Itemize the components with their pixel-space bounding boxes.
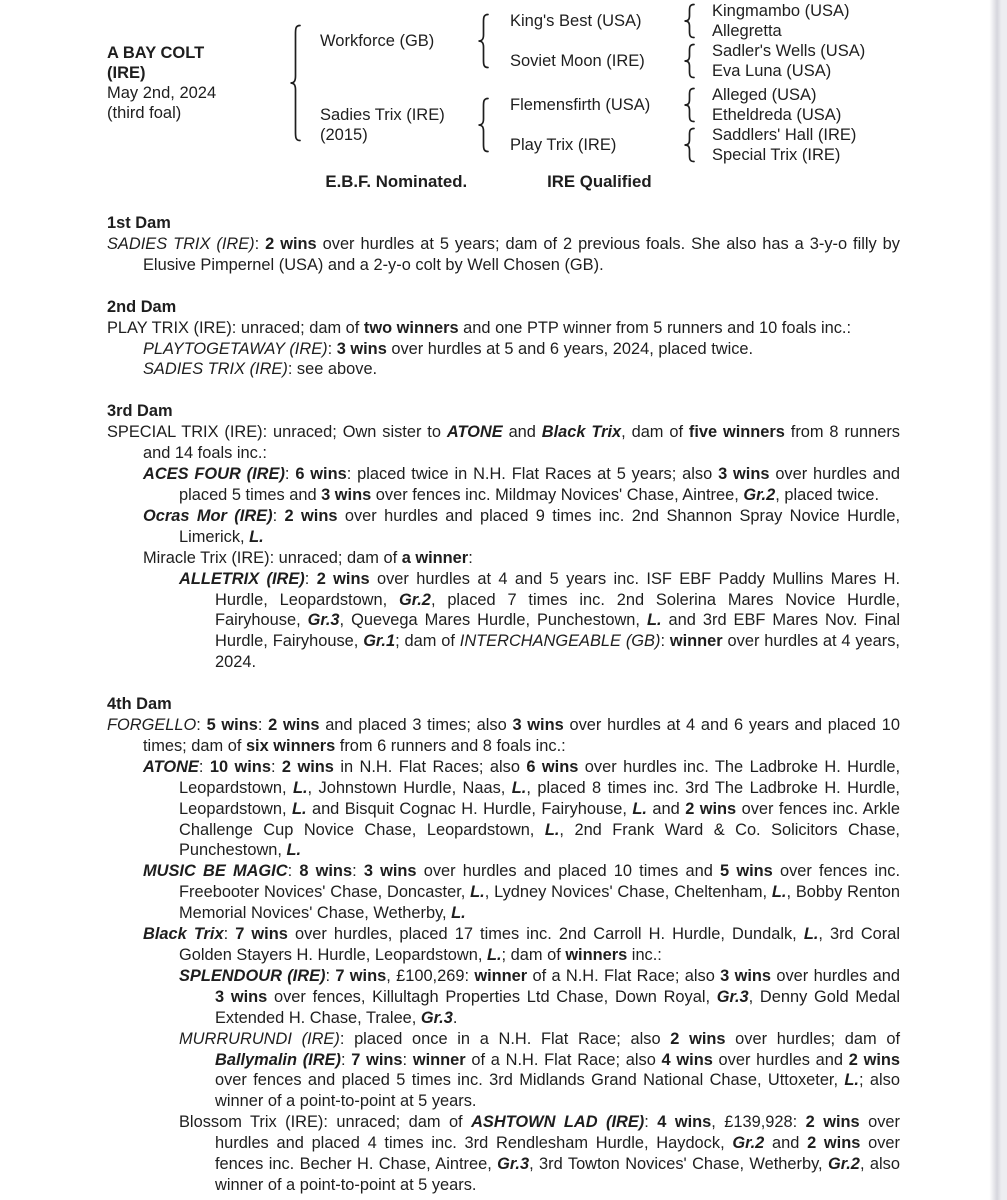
text-segment: over hurdles and xyxy=(771,966,900,985)
pedigree-paragraph xyxy=(107,422,900,464)
dam-branch xyxy=(306,85,865,165)
dam-section xyxy=(107,297,900,381)
dam-sire-branch xyxy=(494,85,856,125)
text-segment: ACES FOUR (IRE) xyxy=(143,465,285,484)
text-segment: Gr.3 xyxy=(716,987,749,1006)
text-segment: from 6 runners and 8 foals inc.: xyxy=(335,736,566,755)
text-segment: : xyxy=(352,862,364,881)
text-segment: ATONE xyxy=(143,757,199,776)
sire-sire-branch xyxy=(494,1,865,41)
great-granddam-name: Allegretta xyxy=(712,22,782,40)
text-segment: over fences and placed 5 times inc. 3rd Midlands Grand National Chase, Uttoxeter, xyxy=(215,1071,845,1090)
text-segment: over fences inc. Mildmay Novices' Chase, Aintree, xyxy=(371,485,744,504)
text-segment: : placed once in a N.H. Flat Race; also xyxy=(339,1029,671,1048)
text-segment: SADIES TRIX (IRE) xyxy=(107,234,255,253)
great-grandsire-name: Sadler's Wells (USA) xyxy=(712,42,866,60)
text-segment: MUSIC BE MAGIC xyxy=(143,862,288,881)
great-granddam-name: Etheldreda (USA) xyxy=(712,106,842,124)
text-segment: , £139,928: xyxy=(711,1113,806,1132)
text-segment: 3 wins xyxy=(321,485,372,504)
pedigree-paragraph xyxy=(107,339,900,360)
text-segment: , placed 7 times inc. 2nd Solerina Mares Novice Hurdle, Fairyhouse, xyxy=(215,590,900,630)
text-segment: 3 wins xyxy=(336,339,387,358)
text-segment: : xyxy=(644,1113,658,1132)
text-segment: of a N.H. Flat Race; also xyxy=(465,1050,662,1069)
pedigree-paragraph xyxy=(107,464,900,506)
text-segment: five winners xyxy=(688,423,785,442)
text-segment: L. xyxy=(844,1071,859,1090)
text-segment: two winners xyxy=(363,318,459,337)
text-segment: in N.H. Flat Races; also xyxy=(333,757,527,776)
text-segment: 2 wins xyxy=(807,1134,861,1153)
text-segment: : xyxy=(284,465,296,484)
ire-qualified-label: IRE Qualified xyxy=(547,172,652,191)
text-segment: , Quevega Mares Hurdle, Punchestown, xyxy=(339,611,647,630)
text-segment: L. xyxy=(292,778,308,797)
pedigree-brace-sire xyxy=(476,13,494,69)
text-segment: SPECIAL TRIX (IRE): unraced; Own sister to xyxy=(107,423,447,442)
pedigree-brace-small xyxy=(682,87,700,123)
text-segment: L. xyxy=(486,946,502,964)
text-segment: and xyxy=(502,423,542,442)
text-segment: Gr.2 xyxy=(732,1134,765,1153)
text-segment: 3 wins xyxy=(215,987,268,1006)
text-segment: 10 wins xyxy=(209,757,271,776)
pedigree-paragraph xyxy=(107,234,900,276)
text-segment: over hurdles at 4 years, 2024. xyxy=(215,632,900,672)
text-segment: 5 wins xyxy=(720,862,773,881)
pedigree-brace-dam xyxy=(476,97,494,153)
text-segment: 6 wins xyxy=(526,757,579,776)
pedigree-brace-small xyxy=(682,3,700,39)
text-segment: six winners xyxy=(245,736,336,755)
text-segment: 3 wins xyxy=(720,966,772,985)
text-segment: PLAY TRIX (IRE): unraced; dam of xyxy=(107,318,364,337)
pedigree-paragraph xyxy=(107,757,900,862)
subject-name-line2: (IRE) xyxy=(107,64,146,82)
pedigree-brace-small xyxy=(682,127,700,163)
text-segment: : xyxy=(196,716,207,735)
pedigree-paragraph xyxy=(107,924,900,966)
text-segment: 2 wins xyxy=(805,1113,860,1132)
text-segment: over hurdles, placed 17 times inc. 2nd Carroll H. Hurdle, Dundalk, xyxy=(287,925,804,944)
great-grandsire-name: Alleged (USA) xyxy=(712,86,817,104)
qualification-banner xyxy=(107,171,870,192)
sire-branch xyxy=(306,1,865,81)
subject-foal-note: (third foal) xyxy=(107,104,182,122)
text-segment: , 2nd Frank Ward & Co. Solicitors Chase, Punchestown, xyxy=(179,820,900,860)
text-segment: Blossom Trix (IRE): unraced; dam of xyxy=(179,1113,472,1132)
text-segment: Gr.2 xyxy=(399,590,431,609)
text-segment: Gr.2 xyxy=(743,485,776,504)
text-segment: : xyxy=(660,632,670,651)
text-segment: 2 wins xyxy=(316,569,370,588)
text-segment: winner xyxy=(474,966,528,985)
text-segment: : xyxy=(468,548,473,567)
text-segment: over hurdles at 5 and 6 years, 2024, placed twice. xyxy=(386,339,754,358)
text-segment: over hurdles and xyxy=(712,1050,849,1069)
section-heading: 1st Dam xyxy=(107,214,171,232)
text-segment: : xyxy=(325,966,336,985)
text-segment: over fences, Killultagh Properties Ltd Chase, Down Royal, xyxy=(267,987,717,1006)
text-segment: 2 wins xyxy=(265,234,317,253)
text-segment: , 3rd Towton Novices' Chase, Wetherby, xyxy=(529,1155,829,1174)
text-segment: 2 wins xyxy=(284,506,338,525)
text-segment: 7 wins xyxy=(351,1050,403,1069)
generation-1 xyxy=(306,0,865,166)
text-segment: over hurdles and placed 9 times inc. 2nd Shannon Spray Novice Hurdle, Limerick, xyxy=(179,506,901,546)
text-segment: and 3rd EBF Mares Nov. Final Hurdle, Fairyhouse, xyxy=(215,611,900,651)
text-segment: winner xyxy=(412,1050,466,1069)
text-segment: Gr.3 xyxy=(497,1155,530,1174)
subject-foal-date: May 2nd, 2024 xyxy=(107,84,217,102)
text-segment: ; dam of xyxy=(395,632,460,651)
pedigree-chart xyxy=(107,0,900,166)
text-segment: and one PTP winner from 5 runners and 10 foals inc.: xyxy=(458,318,852,337)
dam-dam-branch xyxy=(494,125,856,165)
text-segment: , £100,269: xyxy=(386,966,475,985)
text-segment: L. xyxy=(249,527,264,546)
text-segment: and placed 3 times; also xyxy=(319,716,513,735)
text-segment: : xyxy=(223,925,236,944)
text-segment: over fences inc. Becher H. Chase, Aintree, xyxy=(215,1134,900,1174)
text-segment: Ocras Mor (IRE) xyxy=(143,506,273,525)
section-heading: 4th Dam xyxy=(107,695,172,714)
text-segment: : xyxy=(340,1050,352,1069)
pedigree-paragraph xyxy=(107,861,900,924)
text-segment: L. xyxy=(511,778,527,797)
text-segment: ATONE xyxy=(446,423,503,442)
dam-dam-name: Play Trix (IRE) xyxy=(510,136,617,154)
text-segment: of a N.H. Flat Race; also xyxy=(527,966,721,985)
text-segment: , Lydney Novices' Chase, Cheltenham, xyxy=(484,883,772,902)
dam-section xyxy=(107,213,900,276)
text-segment: over hurdles and placed 4 times inc. 3rd Rendlesham Hurdle, Haydock, xyxy=(215,1113,900,1153)
dam-name xyxy=(306,105,476,145)
dam-sire-name: Flemensfirth (USA) xyxy=(510,96,651,114)
pedigree-paragraph xyxy=(107,715,900,757)
dam-section xyxy=(107,694,900,1196)
text-segment: : xyxy=(257,716,269,735)
text-segment: , Denny Gold Medal Extended H. Chase, Tralee, xyxy=(215,987,901,1027)
text-segment: over fences inc. Arkle Challenge Cup Novice Chase, Leopardstown, xyxy=(179,799,900,839)
subject-block xyxy=(107,0,288,166)
text-segment: : xyxy=(304,569,317,588)
section-heading: 2nd Dam xyxy=(107,297,177,316)
text-segment: over hurdles and placed 5 times and xyxy=(179,465,901,504)
text-segment: SADIES TRIX (IRE) xyxy=(143,360,288,379)
text-segment: , placed 8 times inc. 3rd The Ladbroke H. Hurdle, Leopardstown, xyxy=(179,778,900,818)
text-segment: L. xyxy=(646,611,662,630)
dam-year: (2015) xyxy=(320,126,368,144)
text-segment: : xyxy=(270,757,282,776)
text-segment: and Bisquit Cognac H. Hurdle, Fairyhouse, xyxy=(306,799,633,818)
pedigree-paragraph xyxy=(107,1029,900,1113)
text-segment: MURRURUNDI (IRE) xyxy=(179,1029,340,1048)
text-segment: Miracle Trix (IRE): unraced; dam of xyxy=(143,548,402,567)
text-segment: : xyxy=(272,506,285,525)
text-segment: L. xyxy=(286,841,302,860)
text-segment: winner xyxy=(669,632,723,651)
text-segment: 4 wins xyxy=(657,1113,712,1132)
text-segment: L. xyxy=(544,820,560,839)
text-segment: ; also winner of a point-to-point at 5 years. xyxy=(215,1071,900,1111)
text-segment: 2 wins xyxy=(268,716,320,735)
text-segment: 3 wins xyxy=(512,716,564,735)
section-heading: 3rd Dam xyxy=(107,402,173,421)
text-segment: L. xyxy=(470,883,485,902)
sire-dam-branch xyxy=(494,41,865,81)
text-segment: winners xyxy=(565,946,628,964)
text-segment: over hurdles; dam of xyxy=(725,1029,900,1048)
text-segment: L. xyxy=(632,799,647,818)
sire-name: Workforce (GB) xyxy=(320,32,435,50)
text-segment: 3 wins xyxy=(718,465,770,484)
text-segment: Ballymalin (IRE) xyxy=(215,1050,341,1069)
text-segment: Gr.3 xyxy=(307,611,340,630)
text-segment: Gr.2 xyxy=(828,1155,860,1174)
great-granddam-name: Eva Luna (USA) xyxy=(712,62,832,80)
pedigree-paragraph xyxy=(107,548,900,569)
text-segment: over hurdles at 5 years; dam of 2 previous foals. She also has a 3-y-o filly by Elusive Pimpernel (USA) and a 2-y-o colt by Well Chosen (GB). xyxy=(143,234,900,274)
dam-section xyxy=(107,401,900,673)
text-segment: 4 wins xyxy=(661,1050,713,1069)
text-segment: : xyxy=(402,1050,413,1069)
text-segment: , dam of xyxy=(621,423,689,442)
ebf-nominated-label: E.B.F. Nominated. xyxy=(325,172,468,191)
text-segment: L. xyxy=(771,883,787,902)
text-segment: Gr.3 xyxy=(420,1008,453,1027)
subject-name-line1: A BAY COLT xyxy=(107,44,205,62)
text-segment: L. xyxy=(803,925,819,944)
text-segment: 2 wins xyxy=(848,1050,901,1069)
great-grandsire-name: Saddlers' Hall (IRE) xyxy=(712,126,857,144)
text-segment: ; dam of xyxy=(501,946,566,964)
text-segment: 7 wins xyxy=(335,966,387,985)
dam-name-line: Sadies Trix (IRE) xyxy=(320,106,445,124)
text-segment: inc.: xyxy=(627,946,662,964)
text-segment: over hurdles at 4 and 6 years and placed 10 times; dam of xyxy=(143,716,901,755)
text-segment: over hurdles and placed 10 times and xyxy=(416,862,721,881)
great-grandsire-name: Kingmambo (USA) xyxy=(712,2,850,20)
text-segment: over hurdles inc. The Ladbroke H. Hurdle, Leopardstown, xyxy=(179,757,901,797)
text-segment: : placed twice in N.H. Flat Races at 5 years; also xyxy=(346,465,719,484)
text-segment: , Bobby Renton Memorial Novices' Chase, Wetherby, xyxy=(179,883,900,923)
text-segment: Gr.1 xyxy=(363,632,396,651)
text-segment: PLAYTOGETAWAY (IRE) xyxy=(143,339,328,358)
text-segment: , also winner of a point-to-point at 5 years. xyxy=(215,1155,900,1194)
text-segment: : xyxy=(327,339,337,358)
text-segment: ALLETRIX (IRE) xyxy=(179,569,305,588)
sire-sire-name: King's Best (USA) xyxy=(510,12,642,30)
pedigree-brace-gen1 xyxy=(288,0,306,166)
pedigree-paragraph xyxy=(107,1112,900,1196)
text-segment: : xyxy=(198,757,210,776)
text-segment: a winner xyxy=(401,548,469,567)
text-segment: , placed twice. xyxy=(775,485,880,504)
pedigree-paragraph xyxy=(107,506,900,548)
text-segment: L. xyxy=(291,799,307,818)
text-segment: 2 wins xyxy=(685,799,737,818)
text-segment: 8 wins xyxy=(299,862,353,881)
text-segment: 6 wins xyxy=(295,465,347,484)
pedigree-paragraph xyxy=(107,966,900,1029)
text-segment: : xyxy=(254,234,266,253)
text-segment: 2 wins xyxy=(670,1029,726,1048)
text-segment: 2 wins xyxy=(281,757,334,776)
text-segment: over fences inc. Freebooter Novices' Chase, Doncaster, xyxy=(179,862,900,902)
pedigree-brace-small xyxy=(682,43,700,79)
text-segment: and xyxy=(646,799,686,818)
pedigree-paragraph xyxy=(107,359,900,380)
text-segment: SPLENDOUR (IRE) xyxy=(179,966,326,985)
text-segment: , 3rd Coral Golden Stayers H. Hurdle, Leopardstown, xyxy=(179,925,900,964)
text-segment: Black Trix xyxy=(143,925,224,944)
text-segment: , Johnstown Hurdle, Naas, xyxy=(307,778,512,797)
text-segment: ASHTOWN LAD (IRE) xyxy=(471,1113,645,1132)
text-segment: : see above. xyxy=(287,360,378,379)
text-segment: L. xyxy=(451,904,466,923)
text-segment: over hurdles at 4 and 5 years inc. ISF EBF Paddy Mullins Mares H. Hurdle, Leopardstown, xyxy=(215,569,901,609)
text-segment: 5 wins xyxy=(206,716,258,735)
text-segment: 7 wins xyxy=(235,925,288,944)
text-segment: from 8 runners and 14 foals inc.: xyxy=(143,423,900,463)
text-segment: 3 wins xyxy=(363,862,417,881)
text-segment: FORGELLO xyxy=(107,716,197,735)
great-granddam-name: Special Trix (IRE) xyxy=(712,146,841,164)
catalogue-page xyxy=(107,0,900,1196)
text-segment: INTERCHANGEABLE (GB) xyxy=(459,632,661,651)
dam-sections xyxy=(107,213,900,1196)
page-edge-gutter xyxy=(985,0,1007,1200)
text-segment: . xyxy=(452,1008,458,1027)
text-segment: Black Trix xyxy=(541,423,622,442)
sire-dam-name: Soviet Moon (IRE) xyxy=(510,52,645,70)
pedigree-paragraph xyxy=(107,569,900,674)
text-segment: and xyxy=(764,1134,808,1153)
text-segment: : xyxy=(287,862,300,881)
pedigree-paragraph xyxy=(107,318,900,339)
